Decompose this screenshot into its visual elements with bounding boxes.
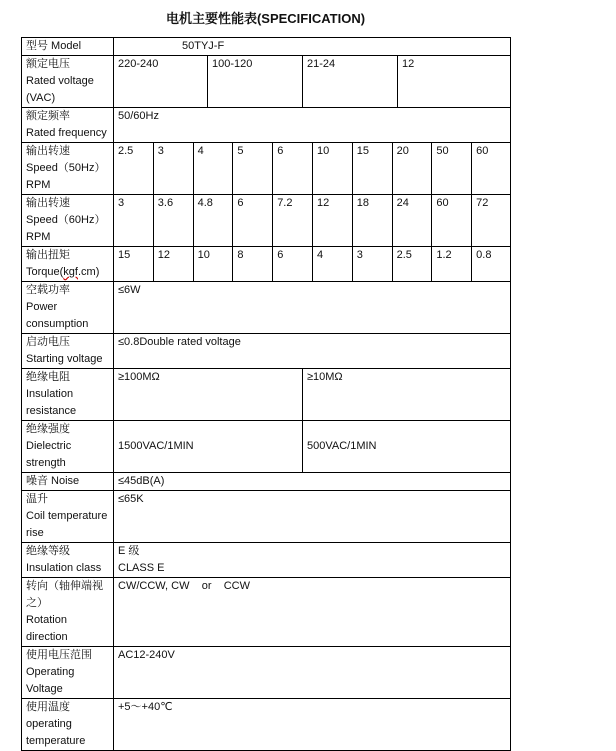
value-insulation-resistance: ≥10MΩ	[307, 371, 343, 383]
value-cell: 72	[476, 197, 489, 209]
row-power	[22, 282, 510, 334]
value-cell: 20	[393, 143, 433, 194]
row-operating-temp	[22, 699, 510, 751]
label-rated-frequency	[22, 108, 114, 142]
value-en: CLASS E	[118, 562, 165, 574]
label-en: Coil temperature	[26, 510, 108, 522]
row-rated-frequency	[22, 108, 510, 143]
value-cell: 0.8	[476, 249, 492, 261]
row-rated-voltage	[22, 56, 510, 108]
value-cell: 2.5	[393, 247, 433, 281]
value-cell: 8	[233, 247, 273, 281]
value-starting-voltage: ≤0.8Double rated voltage	[118, 336, 241, 348]
value-cell: 15	[114, 247, 154, 281]
value-model: 50TYJ-F	[182, 40, 225, 52]
speed-60hz-values	[114, 195, 510, 246]
label-cn: 绝缘电阻	[26, 371, 70, 383]
label-en: resistance	[26, 405, 77, 417]
row-noise	[22, 473, 510, 491]
value-cell: 7.2	[273, 195, 313, 246]
value-cell: 6	[233, 195, 273, 246]
value-cell: 6	[273, 143, 313, 194]
value-cell: 18	[353, 195, 393, 246]
label-model: 型号 Model	[22, 38, 114, 55]
value-cell: 60	[476, 145, 489, 157]
label-dielectric	[22, 421, 114, 472]
label-en: Dielectric strength	[26, 440, 72, 469]
label-en-unit: kgf	[63, 266, 78, 278]
label-operating-temp	[22, 699, 114, 750]
label-power	[22, 282, 114, 333]
label-en	[26, 264, 111, 281]
value-cell: 4.8	[194, 195, 234, 246]
value-voltage: 12	[402, 58, 415, 70]
label-cn: 启动电压	[26, 336, 70, 348]
label-en: temperature	[26, 735, 86, 747]
label-cn: 绝缘等级	[26, 545, 70, 557]
label-en: Rotation direction	[26, 614, 68, 643]
value-cell: 4	[313, 247, 353, 281]
speed-50hz-values	[114, 143, 510, 194]
row-speed-50hz	[22, 143, 510, 195]
value-cn: E 级	[118, 545, 140, 557]
label-en: Power consumption	[26, 301, 89, 330]
label-operating-voltage	[22, 647, 114, 698]
row-model	[22, 38, 510, 56]
label-starting-voltage	[22, 334, 114, 368]
value-cell: 24	[393, 195, 433, 246]
row-operating-voltage	[22, 647, 510, 699]
label-en-part: .cm)	[77, 266, 100, 278]
value-cell: 5	[233, 143, 273, 194]
row-rotation	[22, 578, 510, 647]
label-cn: 输出扭矩	[26, 249, 70, 261]
value-cell: 3.6	[154, 195, 194, 246]
label-cn: 额定电压	[26, 58, 70, 70]
label-insulation-resistance	[22, 369, 114, 420]
value-frequency: 50/60Hz	[118, 110, 159, 122]
value-cell: 50	[432, 143, 472, 194]
label-cn: 绝缘强度	[26, 423, 70, 435]
value-cell: 10	[313, 143, 353, 194]
value-cell: 1.2	[432, 247, 472, 281]
label-en: Speed（60Hz）RPM	[26, 214, 106, 243]
value-cell: 60	[432, 195, 472, 246]
row-dielectric	[22, 421, 510, 473]
label-en: Operating Voltage	[26, 666, 75, 695]
value-rotation: CW/CCW, CW or CCW	[118, 580, 250, 592]
value-insulation-class	[114, 543, 510, 577]
page-title: 电机主要性能表(SPECIFICATION)	[165, 11, 366, 26]
value-voltage: 21-24	[303, 56, 398, 107]
label-en: Insulation	[26, 388, 74, 400]
label-cn: 使用温度	[26, 701, 70, 713]
label-en: Speed（50Hz）RPM	[26, 162, 106, 191]
spec-table	[21, 37, 511, 751]
label-cn: 空载功率	[26, 284, 70, 296]
label-cn: 使用电压范围	[26, 649, 92, 661]
label-en: Starting voltage	[26, 353, 103, 365]
row-torque	[22, 247, 510, 282]
value-cell: 3	[353, 247, 393, 281]
value-cell: 3	[154, 143, 194, 194]
label-temp-rise	[22, 491, 114, 542]
label-insulation-class	[22, 543, 114, 577]
value-dielectric: 500VAC/1MIN	[307, 440, 377, 452]
row-starting-voltage	[22, 334, 510, 369]
label-en: Insulation class	[26, 562, 102, 574]
label-cn: 输出转速	[26, 145, 70, 157]
value-voltage: 220-240	[114, 56, 208, 107]
value-cell: 6	[273, 247, 313, 281]
value-voltage: 100-120	[208, 56, 303, 107]
label-en: Rated frequency	[26, 127, 107, 139]
value-dielectric: 1500VAC/1MIN	[114, 421, 303, 472]
label-torque	[22, 247, 114, 281]
row-insulation-resistance	[22, 369, 510, 421]
value-cell: 4	[194, 143, 234, 194]
label-speed-60hz	[22, 195, 114, 246]
value-cell: 15	[353, 143, 393, 194]
value-cell: 2.5	[114, 143, 154, 194]
label-cn: 额定频率	[26, 110, 70, 122]
row-speed-60hz	[22, 195, 510, 247]
torque-values	[114, 247, 510, 281]
value-cell: 12	[313, 195, 353, 246]
value-cell: 10	[194, 247, 234, 281]
row-insulation-class	[22, 543, 510, 578]
row-temp-rise	[22, 491, 510, 543]
value-cell: 3	[114, 195, 154, 246]
label-cn: 转向（轴伸端视之）	[26, 580, 103, 609]
label-rotation	[22, 578, 114, 646]
label-en: rise	[26, 527, 44, 539]
value-cell: 12	[154, 247, 194, 281]
label-en: operating	[26, 718, 72, 730]
value-operating-temp: +5～+40℃	[118, 701, 173, 713]
label-cn: 温升	[26, 493, 48, 505]
value-noise: ≤45dB(A)	[118, 475, 165, 487]
value-insulation-resistance: ≥100MΩ	[114, 369, 303, 420]
label-speed-50hz	[22, 143, 114, 194]
label-noise: 噪音 Noise	[22, 473, 114, 490]
label-rated-voltage	[22, 56, 114, 107]
label-cn: 输出转速	[26, 197, 70, 209]
value-power: ≤6W	[118, 284, 141, 296]
value-temp-rise: ≤65K	[118, 493, 144, 505]
label-en: Rated voltage (VAC)	[26, 75, 94, 104]
value-operating-voltage: AC12-240V	[118, 649, 175, 661]
label-en-part: Torque(	[26, 266, 64, 278]
